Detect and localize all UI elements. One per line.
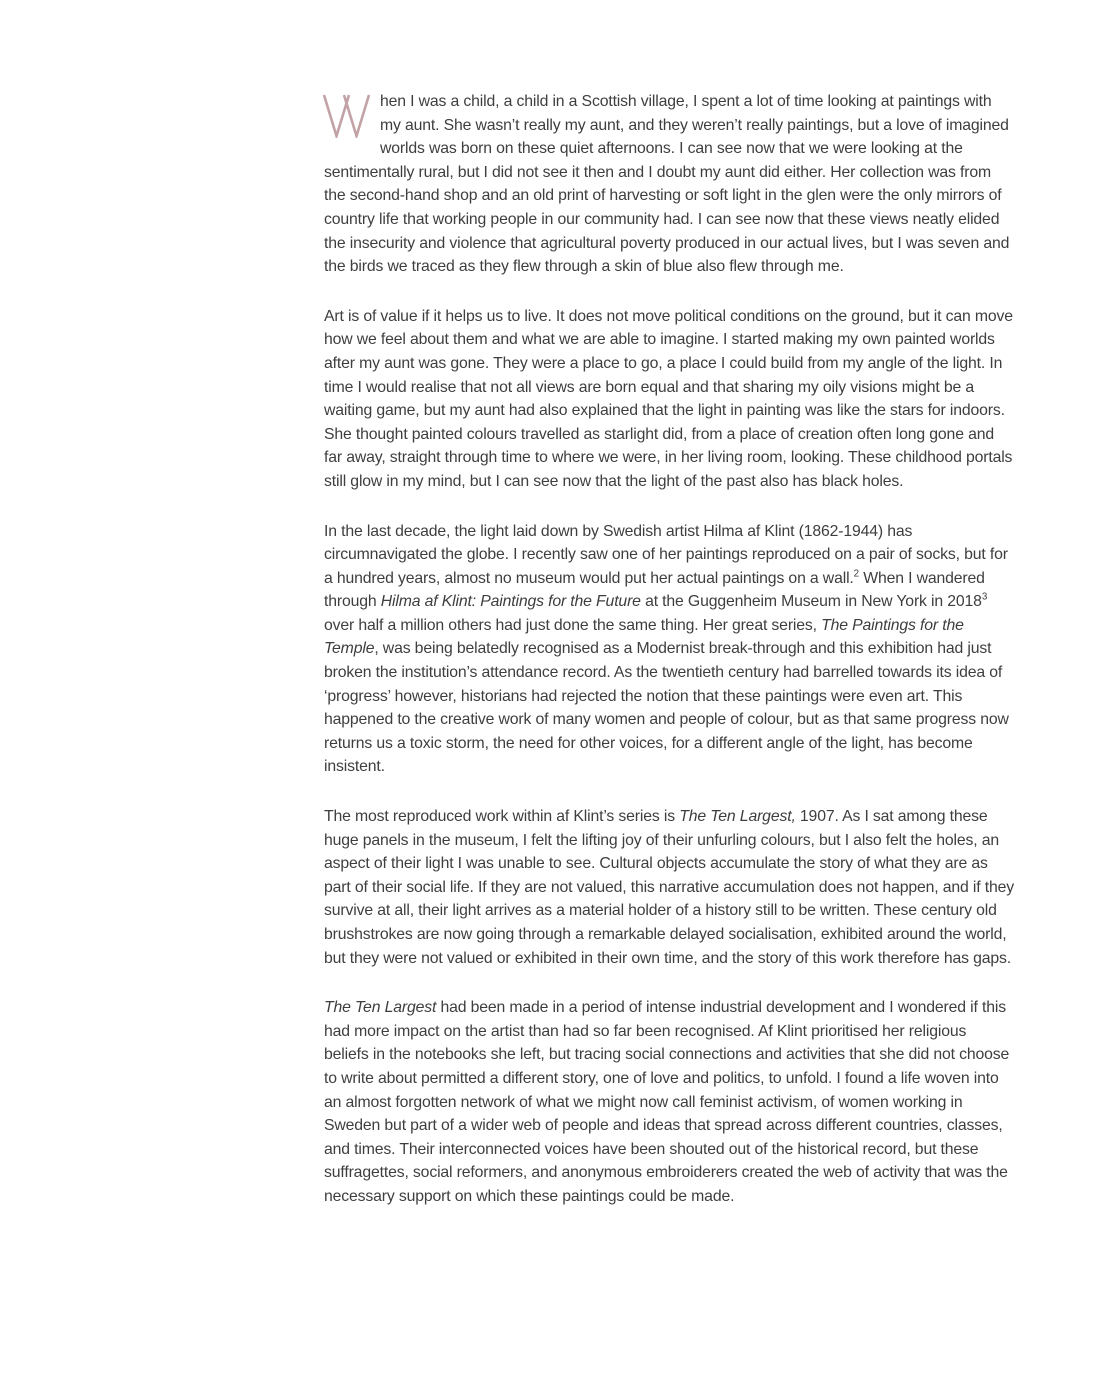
paragraph-3 xyxy=(324,520,1014,780)
text-segment: hen I was a child, a child in a Scottish village, I spent a lot of time looking at paintings with my aunt. She wasn’t really my aunt, and they weren’t really paintings, but a love of imagined worlds was born on these quiet afternoons. I can see now that we were looking at the sentimentally rural, but I did not see it then and I doubt my aunt did either. Her collection was from the second-hand shop and an old print of harvesting or soft light in the glen were the only mirrors of country life that working people in our community had. I can see now that these views neatly elided the insecurity and violence that agricultural poverty produced in our actual lives, but I was seven and the birds we traced as they flew through a skin of blue also flew through me. xyxy=(324,93,1010,276)
text-segment: In the last decade, the light laid down by Swedish artist Hilma af Klint (1862-1944) has circumnavigated the globe. I recently saw one of her paintings reproduced on a pair of socks, but for a hundred years, almost no museum would put her actual paintings on a wall. xyxy=(324,522,1008,587)
text-segment: The most reproduced work within af Klint’s series is xyxy=(324,808,680,826)
paragraph-2 xyxy=(324,305,1014,494)
work-title: The Ten Largest xyxy=(324,999,437,1017)
text-segment: at the Guggenheim Museum in New York in 2018 xyxy=(640,593,982,611)
essay-body xyxy=(324,90,1014,1209)
text-segment: had been made in a period of intense industrial development and I wondered if this had more impact on the artist than had so far been recognised. Af Klint prioritised her religious beliefs in the notebooks she left, but tracing social connections and activities that she did not choose to write about permitted a different story, one of love and politics, to unfold. I found a life woven into an almost forgotten network of what we might now call feminist activism, of women working in Sweden but part of a wider web of people and ideas that spread across different countries, classes, and times. Their interconnected voices have been shouted out of the historical record, but these suffragettes, social reformers, and anonymous embroiderers created the web of activity that was the necessary support on which these paintings could be made. xyxy=(324,999,1010,1205)
work-title: Hilma af Klint: Paintings for the Future xyxy=(380,593,641,611)
paragraph-1 xyxy=(324,90,1014,279)
work-title: The Paintings for the Temple xyxy=(324,616,964,658)
work-title: The Ten Largest, xyxy=(679,808,796,826)
footnote-marker: 2 xyxy=(853,568,859,580)
text-segment: 1907. As I sat among these huge panels in the museum, I felt the lifting joy of their unfurling colours, but I also felt the holes, an aspect of their light I was unable to see. Cultural objects accumulate the story of what they are as part of their social life. If they are not valued, this narrative accumulation does not happen, and if they survive at all, their light arrives as a material holder of a history still to be written. These century old brushstrokes are now going through a remarkable delayed socialisation, exhibited around the world, but they were not valued or exhibited in their own time, and the story of this work therefore has gaps. xyxy=(324,808,1014,967)
paragraph-4 xyxy=(324,805,1014,970)
text-segment: , was being belatedly recognised as a Modernist break-through and this exhibition had just broken the institution’s attendance record. As the twentieth century had barrelled towards its idea of ‘progress’ however, historians had rejected the notion that these paintings were even art. This happened to the creative work of many women and people of colour, but as that same progress now returns us a toxic storm, the need for other voices, for a different angle of the light, has become insistent. xyxy=(324,640,1009,776)
footnote-marker: 3 xyxy=(981,592,988,604)
text-segment: over half a million others had just done the same thing. Her great series, xyxy=(324,616,822,634)
paragraph-5 xyxy=(324,996,1014,1208)
dropcap-w-icon xyxy=(322,93,371,138)
text-segment: Art is of value if it helps us to live. It does not move political conditions on the ground, but it can move how we feel about them and what we are able to imagine. I started making my own painted worlds after my aunt was gone. They were a place to go, a place I could build from my angle of the light. In time I would realise that not all views are born equal and that sharing my oily visions might be a waiting game, but my aunt had also explained that the light in painting was like the stars for indoors. She thought painted colours travelled as starlight did, from a place of creation often long gone and far away, straight through time to where we were, in her living room, looking. These childhood portals still glow in my mind, but I can see now that the light of the past also has black holes. xyxy=(324,307,1013,490)
text-segment: When I wandered through xyxy=(324,569,985,611)
